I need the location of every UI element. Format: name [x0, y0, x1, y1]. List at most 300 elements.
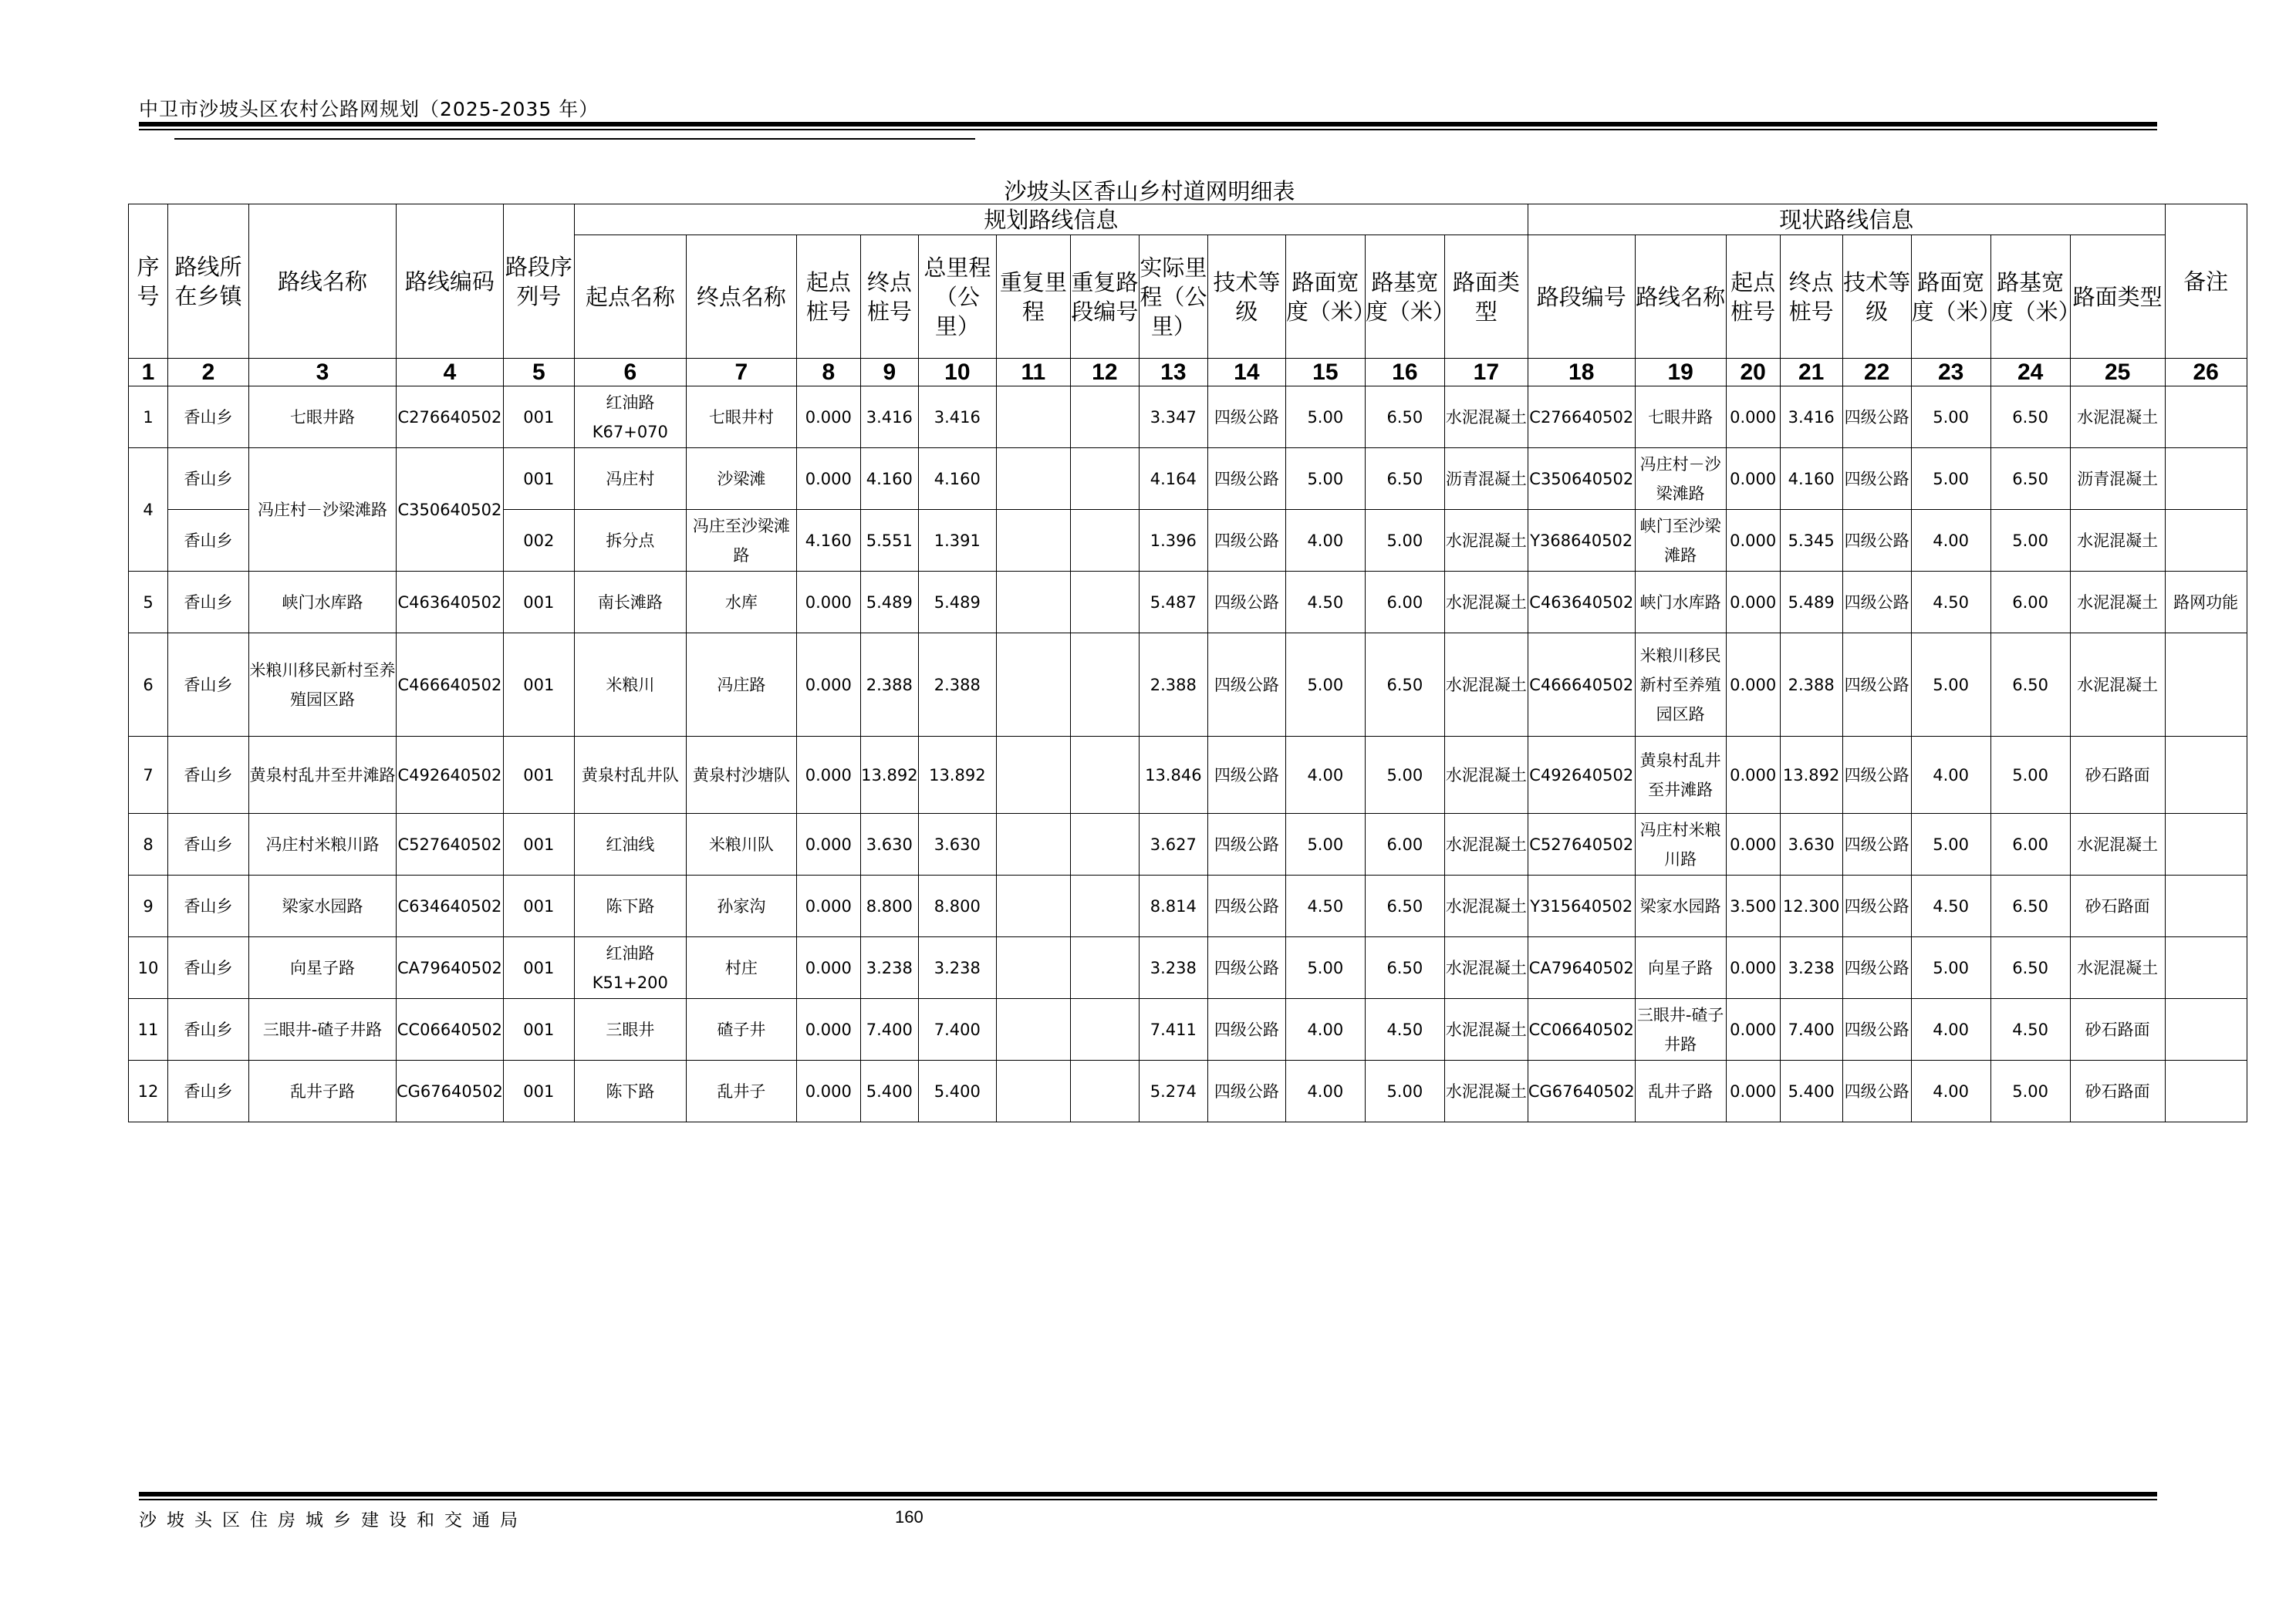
- cell-roadbed-width: 5.00: [1365, 737, 1444, 814]
- cell-current-pavement-width: 5.00: [1911, 814, 1990, 876]
- cell-route-name: 乱井子路: [249, 1061, 397, 1122]
- cell-repeat-code: [1070, 633, 1139, 737]
- cell-end-stake: 3.416: [860, 386, 918, 448]
- cell-total-km: 5.400: [918, 1061, 996, 1122]
- table-row: [129, 937, 2247, 999]
- cell-pavement-type: 水泥混凝土: [1444, 572, 1528, 633]
- cell-town: 香山乡: [168, 999, 249, 1061]
- cell-route-code: C350640502: [397, 448, 504, 572]
- table-row: [129, 876, 2247, 937]
- cell-end-stake: 4.160: [860, 448, 918, 510]
- cell-segment-no: 001: [503, 999, 574, 1061]
- header-rule-thick: [139, 122, 2157, 127]
- cell-end-name: 沙梁滩: [686, 448, 796, 510]
- cell-current-end-stake: 3.630: [1780, 814, 1842, 876]
- cell-pavement-width: 5.00: [1285, 814, 1365, 876]
- cell-repeat-km: [996, 999, 1070, 1061]
- cell-no: 4: [129, 448, 168, 572]
- cell-grade: 四级公路: [1207, 737, 1285, 814]
- col-header-grade: 技术等级: [1207, 235, 1285, 359]
- cell-note: [2165, 633, 2247, 737]
- cell-repeat-code: [1070, 1061, 1139, 1122]
- cell-route-name: 梁家水园路: [249, 876, 397, 937]
- col-number: 19: [1635, 359, 1726, 386]
- cell-actual-km: 5.274: [1139, 1061, 1207, 1122]
- cell-current-route-name: 冯庄村－沙梁滩路: [1635, 448, 1726, 510]
- cell-roadbed-width: 6.50: [1365, 633, 1444, 737]
- cell-current-route-name: 冯庄村米粮川路: [1635, 814, 1726, 876]
- cell-total-km: 5.489: [918, 572, 996, 633]
- cell-current-pavement-width: 4.00: [1911, 510, 1990, 572]
- col-number: 6: [574, 359, 686, 386]
- cell-town: 香山乡: [168, 510, 249, 572]
- cell-pavement-type: 水泥混凝土: [1444, 633, 1528, 737]
- cell-no: 12: [129, 1061, 168, 1122]
- cell-segment-no: 001: [503, 876, 574, 937]
- cell-segment-no: 001: [503, 937, 574, 999]
- cell-route-name: 冯庄村米粮川路: [249, 814, 397, 876]
- col-number: 9: [860, 359, 918, 386]
- cell-repeat-code: [1070, 999, 1139, 1061]
- cell-current-route-name: 米粮川移民新村至养殖园区路: [1635, 633, 1726, 737]
- table-row: [129, 999, 2247, 1061]
- col-header-current-end-stake: 终点桩号: [1780, 235, 1842, 359]
- cell-current-pavement-type: 砂石路面: [2070, 876, 2165, 937]
- cell-route-code: C634640502: [397, 876, 504, 937]
- cell-total-km: 7.400: [918, 999, 996, 1061]
- cell-current-grade: 四级公路: [1842, 999, 1911, 1061]
- cell-end-name: 黄泉村沙塘队: [686, 737, 796, 814]
- cell-actual-km: 8.814: [1139, 876, 1207, 937]
- cell-start-stake: 0.000: [796, 1061, 860, 1122]
- cell-current-segment-code: C276640502: [1528, 386, 1635, 448]
- cell-current-grade: 四级公路: [1842, 448, 1911, 510]
- col-header-current-route-name: 路线名称: [1635, 235, 1726, 359]
- cell-pavement-type: 水泥混凝土: [1444, 876, 1528, 937]
- col-number: 12: [1070, 359, 1139, 386]
- table-row: [129, 814, 2247, 876]
- cell-note: [2165, 876, 2247, 937]
- cell-current-pavement-type: 水泥混凝土: [2070, 510, 2165, 572]
- col-header-segment-no: 路段序列号: [503, 204, 574, 359]
- footer-organization: 沙坡头区住房城乡建设和交通局: [139, 1510, 528, 1530]
- cell-current-route-name: 三眼井-碴子井路: [1635, 999, 1726, 1061]
- page-number: 160: [895, 1507, 923, 1527]
- cell-repeat-code: [1070, 876, 1139, 937]
- cell-current-start-stake: 0.000: [1726, 448, 1780, 510]
- cell-current-route-name: 梁家水园路: [1635, 876, 1726, 937]
- cell-current-end-stake: 3.238: [1780, 937, 1842, 999]
- cell-current-pavement-width: 5.00: [1911, 386, 1990, 448]
- cell-start-name: 三眼井: [574, 999, 686, 1061]
- cell-pavement-type: 水泥混凝土: [1444, 386, 1528, 448]
- cell-no: 9: [129, 876, 168, 937]
- cell-note: [2165, 448, 2247, 510]
- cell-actual-km: 5.487: [1139, 572, 1207, 633]
- cell-total-km: 3.416: [918, 386, 996, 448]
- cell-start-stake: 0.000: [796, 876, 860, 937]
- cell-current-roadbed-width: 6.50: [1990, 386, 2070, 448]
- cell-route-code: C466640502: [397, 633, 504, 737]
- table-row: [129, 737, 2247, 814]
- cell-current-route-name: 峡门至沙梁滩路: [1635, 510, 1726, 572]
- cell-grade: 四级公路: [1207, 1061, 1285, 1122]
- cell-start-name: 陈下路: [574, 1061, 686, 1122]
- cell-current-route-name: 乱井子路: [1635, 1061, 1726, 1122]
- col-number: 21: [1780, 359, 1842, 386]
- col-header-total-km: 总里程（公里）: [918, 235, 996, 359]
- cell-repeat-code: [1070, 572, 1139, 633]
- cell-repeat-km: [996, 633, 1070, 737]
- cell-start-name: 陈下路: [574, 876, 686, 937]
- cell-repeat-code: [1070, 937, 1139, 999]
- cell-current-roadbed-width: 5.00: [1990, 1061, 2070, 1122]
- cell-current-segment-code: C463640502: [1528, 572, 1635, 633]
- cell-current-roadbed-width: 5.00: [1990, 510, 2070, 572]
- cell-note: [2165, 386, 2247, 448]
- col-number: 16: [1365, 359, 1444, 386]
- cell-total-km: 4.160: [918, 448, 996, 510]
- col-header-town: 路线所在乡镇: [168, 204, 249, 359]
- col-header-start-stake: 起点桩号: [796, 235, 860, 359]
- cell-current-pavement-width: 4.00: [1911, 737, 1990, 814]
- cell-actual-km: 13.846: [1139, 737, 1207, 814]
- cell-current-end-stake: 3.416: [1780, 386, 1842, 448]
- cell-current-route-name: 黄泉村乱井至井滩路: [1635, 737, 1726, 814]
- cell-current-pavement-width: 5.00: [1911, 633, 1990, 737]
- col-number: 2: [168, 359, 249, 386]
- col-number: 26: [2165, 359, 2247, 386]
- cell-town: 香山乡: [168, 386, 249, 448]
- group-header-current: 现状路线信息: [1528, 204, 2165, 235]
- cell-end-name: 冯庄至沙梁滩路: [686, 510, 796, 572]
- cell-town: 香山乡: [168, 448, 249, 510]
- cell-grade: 四级公路: [1207, 386, 1285, 448]
- cell-end-name: 冯庄路: [686, 633, 796, 737]
- col-number: 17: [1444, 359, 1528, 386]
- col-header-roadbed-width: 路基宽度（米）: [1365, 235, 1444, 359]
- cell-grade: 四级公路: [1207, 448, 1285, 510]
- cell-start-stake: 0.000: [796, 633, 860, 737]
- cell-current-end-stake: 7.400: [1780, 999, 1842, 1061]
- cell-end-stake: 2.388: [860, 633, 918, 737]
- cell-actual-km: 2.388: [1139, 633, 1207, 737]
- cell-current-pavement-width: 4.00: [1911, 999, 1990, 1061]
- cell-note: [2165, 937, 2247, 999]
- col-header-current-grade: 技术等级: [1842, 235, 1911, 359]
- cell-route-code: C492640502: [397, 737, 504, 814]
- cell-route-code: CG67640502: [397, 1061, 504, 1122]
- header-rule-short: [174, 138, 975, 140]
- cell-segment-no: 001: [503, 814, 574, 876]
- cell-segment-no: 001: [503, 633, 574, 737]
- cell-start-name: 冯庄村: [574, 448, 686, 510]
- cell-current-grade: 四级公路: [1842, 937, 1911, 999]
- cell-current-grade: 四级公路: [1842, 510, 1911, 572]
- col-number: 25: [2070, 359, 2165, 386]
- cell-repeat-km: [996, 448, 1070, 510]
- cell-current-segment-code: C527640502: [1528, 814, 1635, 876]
- col-header-end-stake: 终点桩号: [860, 235, 918, 359]
- cell-pavement-type: 水泥混凝土: [1444, 814, 1528, 876]
- cell-start-name: 拆分点: [574, 510, 686, 572]
- cell-pavement-width: 4.00: [1285, 1061, 1365, 1122]
- cell-pavement-type: 水泥混凝土: [1444, 737, 1528, 814]
- col-header-repeat-code: 重复路段编号: [1070, 235, 1139, 359]
- cell-roadbed-width: 6.00: [1365, 572, 1444, 633]
- cell-repeat-code: [1070, 386, 1139, 448]
- footer-rule-thin: [139, 1499, 2157, 1500]
- cell-current-pavement-type: 砂石路面: [2070, 737, 2165, 814]
- cell-actual-km: 4.164: [1139, 448, 1207, 510]
- cell-current-segment-code: CC06640502: [1528, 999, 1635, 1061]
- col-number: 10: [918, 359, 996, 386]
- cell-route-name: 冯庄村－沙梁滩路: [249, 448, 397, 572]
- col-header-route-code: 路线编码: [397, 204, 504, 359]
- cell-current-start-stake: 0.000: [1726, 737, 1780, 814]
- cell-current-pavement-type: 沥青混凝土: [2070, 448, 2165, 510]
- cell-actual-km: 7.411: [1139, 999, 1207, 1061]
- cell-current-route-name: 向星子路: [1635, 937, 1726, 999]
- col-number: 15: [1285, 359, 1365, 386]
- cell-current-pavement-type: 砂石路面: [2070, 999, 2165, 1061]
- cell-town: 香山乡: [168, 814, 249, 876]
- cell-current-grade: 四级公路: [1842, 1061, 1911, 1122]
- cell-current-start-stake: 0.000: [1726, 386, 1780, 448]
- cell-pavement-type: 水泥混凝土: [1444, 937, 1528, 999]
- cell-end-name: 乱井子: [686, 1061, 796, 1122]
- cell-end-name: 水库: [686, 572, 796, 633]
- col-header-pavement-type: 路面类型: [1444, 235, 1528, 359]
- cell-pavement-width: 4.00: [1285, 510, 1365, 572]
- cell-pavement-width: 5.00: [1285, 386, 1365, 448]
- cell-total-km: 8.800: [918, 876, 996, 937]
- col-header-note: 备注: [2165, 204, 2247, 359]
- cell-end-name: 村庄: [686, 937, 796, 999]
- cell-segment-no: 002: [503, 510, 574, 572]
- col-header-current-roadbed-width: 路基宽度（米）: [1990, 235, 2070, 359]
- table-body: [129, 386, 2247, 1122]
- cell-current-start-stake: 0.000: [1726, 999, 1780, 1061]
- cell-route-name: 米粮川移民新村至养殖园区路: [249, 633, 397, 737]
- cell-repeat-km: [996, 572, 1070, 633]
- col-header-actual-km: 实际里程（公里）: [1139, 235, 1207, 359]
- cell-roadbed-width: 4.50: [1365, 999, 1444, 1061]
- cell-current-pavement-type: 水泥混凝土: [2070, 633, 2165, 737]
- cell-current-roadbed-width: 6.50: [1990, 937, 2070, 999]
- cell-grade: 四级公路: [1207, 572, 1285, 633]
- cell-current-roadbed-width: 4.50: [1990, 999, 2070, 1061]
- cell-actual-km: 3.627: [1139, 814, 1207, 876]
- table-title: 沙坡头区香山乡村道网明细表: [1004, 178, 1295, 204]
- cell-no: 1: [129, 386, 168, 448]
- col-header-route-name: 路线名称: [249, 204, 397, 359]
- cell-current-grade: 四级公路: [1842, 572, 1911, 633]
- cell-current-segment-code: C492640502: [1528, 737, 1635, 814]
- header-rule-thin: [139, 129, 2157, 130]
- cell-note: [2165, 1061, 2247, 1122]
- cell-current-route-name: 七眼井路: [1635, 386, 1726, 448]
- cell-repeat-code: [1070, 510, 1139, 572]
- cell-repeat-km: [996, 876, 1070, 937]
- cell-current-pavement-type: 水泥混凝土: [2070, 814, 2165, 876]
- cell-pavement-width: 4.00: [1285, 737, 1365, 814]
- cell-total-km: 3.238: [918, 937, 996, 999]
- cell-route-name: 黄泉村乱井至井滩路: [249, 737, 397, 814]
- cell-start-stake: 0.000: [796, 737, 860, 814]
- cell-start-name: 红油路K51+200: [574, 937, 686, 999]
- cell-pavement-type: 水泥混凝土: [1444, 510, 1528, 572]
- cell-note: [2165, 737, 2247, 814]
- cell-no: 7: [129, 737, 168, 814]
- cell-current-end-stake: 13.892: [1780, 737, 1842, 814]
- cell-repeat-code: [1070, 814, 1139, 876]
- cell-town: 香山乡: [168, 937, 249, 999]
- col-header-pavement-width: 路面宽度（米）: [1285, 235, 1365, 359]
- cell-current-roadbed-width: 6.50: [1990, 448, 2070, 510]
- cell-start-stake: 4.160: [796, 510, 860, 572]
- cell-current-segment-code: C350640502: [1528, 448, 1635, 510]
- cell-total-km: 2.388: [918, 633, 996, 737]
- cell-roadbed-width: 6.50: [1365, 448, 1444, 510]
- cell-pavement-width: 4.50: [1285, 572, 1365, 633]
- cell-total-km: 1.391: [918, 510, 996, 572]
- cell-start-name: 红油线: [574, 814, 686, 876]
- cell-start-name: 红油路K67+070: [574, 386, 686, 448]
- cell-town: 香山乡: [168, 737, 249, 814]
- cell-current-segment-code: CA79640502: [1528, 937, 1635, 999]
- cell-segment-no: 001: [503, 1061, 574, 1122]
- cell-pavement-width: 4.00: [1285, 999, 1365, 1061]
- cell-current-segment-code: Y315640502: [1528, 876, 1635, 937]
- cell-route-code: CC06640502: [397, 999, 504, 1061]
- cell-current-pavement-width: 5.00: [1911, 937, 1990, 999]
- cell-current-pavement-type: 水泥混凝土: [2070, 937, 2165, 999]
- cell-pavement-type: 水泥混凝土: [1444, 999, 1528, 1061]
- cell-start-stake: 0.000: [796, 999, 860, 1061]
- cell-current-roadbed-width: 6.00: [1990, 572, 2070, 633]
- cell-repeat-km: [996, 937, 1070, 999]
- cell-current-end-stake: 5.345: [1780, 510, 1842, 572]
- cell-current-segment-code: C466640502: [1528, 633, 1635, 737]
- cell-roadbed-width: 6.00: [1365, 814, 1444, 876]
- cell-note: [2165, 814, 2247, 876]
- cell-current-pavement-type: 水泥混凝土: [2070, 386, 2165, 448]
- cell-roadbed-width: 6.50: [1365, 876, 1444, 937]
- cell-no: 5: [129, 572, 168, 633]
- cell-route-name: 七眼井路: [249, 386, 397, 448]
- cell-pavement-width: 5.00: [1285, 633, 1365, 737]
- cell-end-name: 碴子井: [686, 999, 796, 1061]
- cell-start-stake: 0.000: [796, 448, 860, 510]
- cell-route-name: 三眼井-碴子井路: [249, 999, 397, 1061]
- cell-end-stake: 8.800: [860, 876, 918, 937]
- cell-current-roadbed-width: 6.00: [1990, 814, 2070, 876]
- cell-grade: 四级公路: [1207, 937, 1285, 999]
- col-number: 18: [1528, 359, 1635, 386]
- cell-current-end-stake: 12.300: [1780, 876, 1842, 937]
- cell-grade: 四级公路: [1207, 876, 1285, 937]
- cell-no: 10: [129, 937, 168, 999]
- cell-end-stake: 3.238: [860, 937, 918, 999]
- cell-roadbed-width: 6.50: [1365, 386, 1444, 448]
- cell-repeat-km: [996, 386, 1070, 448]
- cell-actual-km: 1.396: [1139, 510, 1207, 572]
- cell-end-name: 孙家沟: [686, 876, 796, 937]
- cell-current-grade: 四级公路: [1842, 633, 1911, 737]
- cell-roadbed-width: 5.00: [1365, 510, 1444, 572]
- cell-segment-no: 001: [503, 386, 574, 448]
- cell-current-start-stake: 0.000: [1726, 937, 1780, 999]
- cell-no: 8: [129, 814, 168, 876]
- cell-current-pavement-width: 4.50: [1911, 876, 1990, 937]
- cell-current-start-stake: 3.500: [1726, 876, 1780, 937]
- col-header-repeat-km: 重复里程: [996, 235, 1070, 359]
- cell-current-start-stake: 0.000: [1726, 1061, 1780, 1122]
- col-number: 8: [796, 359, 860, 386]
- cell-current-end-stake: 4.160: [1780, 448, 1842, 510]
- table-row: [129, 572, 2247, 633]
- cell-current-end-stake: 2.388: [1780, 633, 1842, 737]
- col-number: 22: [1842, 359, 1911, 386]
- cell-current-roadbed-width: 6.50: [1990, 633, 2070, 737]
- cell-grade: 四级公路: [1207, 633, 1285, 737]
- col-header-current-pavement-type: 路面类型: [2070, 235, 2165, 359]
- cell-current-start-stake: 0.000: [1726, 572, 1780, 633]
- cell-start-stake: 0.000: [796, 814, 860, 876]
- cell-current-roadbed-width: 5.00: [1990, 737, 2070, 814]
- cell-town: 香山乡: [168, 876, 249, 937]
- cell-town: 香山乡: [168, 572, 249, 633]
- document-header: 中卫市沙坡头区农村公路网规划（2025-2035 年）: [139, 98, 599, 120]
- cell-route-code: C527640502: [397, 814, 504, 876]
- col-number: 23: [1911, 359, 1990, 386]
- cell-current-roadbed-width: 6.50: [1990, 876, 2070, 937]
- cell-town: 香山乡: [168, 1061, 249, 1122]
- col-header-start-name: 起点名称: [574, 235, 686, 359]
- cell-actual-km: 3.238: [1139, 937, 1207, 999]
- col-header-current-segment-code: 路段编号: [1528, 235, 1635, 359]
- cell-current-grade: 四级公路: [1842, 737, 1911, 814]
- cell-end-stake: 5.551: [860, 510, 918, 572]
- cell-current-end-stake: 5.400: [1780, 1061, 1842, 1122]
- cell-start-name: 南长滩路: [574, 572, 686, 633]
- cell-repeat-km: [996, 510, 1070, 572]
- cell-roadbed-width: 5.00: [1365, 1061, 1444, 1122]
- cell-current-pavement-width: 4.00: [1911, 1061, 1990, 1122]
- cell-current-route-name: 峡门水库路: [1635, 572, 1726, 633]
- cell-start-name: 米粮川: [574, 633, 686, 737]
- cell-current-start-stake: 0.000: [1726, 633, 1780, 737]
- cell-pavement-type: 水泥混凝土: [1444, 1061, 1528, 1122]
- cell-end-stake: 13.892: [860, 737, 918, 814]
- cell-route-name: 峡门水库路: [249, 572, 397, 633]
- cell-repeat-code: [1070, 448, 1139, 510]
- cell-no: 11: [129, 999, 168, 1061]
- col-number: 1: [129, 359, 168, 386]
- cell-repeat-km: [996, 814, 1070, 876]
- cell-end-stake: 5.489: [860, 572, 918, 633]
- cell-grade: 四级公路: [1207, 814, 1285, 876]
- cell-town: 香山乡: [168, 633, 249, 737]
- col-header-end-name: 终点名称: [686, 235, 796, 359]
- cell-repeat-km: [996, 1061, 1070, 1122]
- cell-current-pavement-type: 水泥混凝土: [2070, 572, 2165, 633]
- group-header-planned: 规划路线信息: [574, 204, 1528, 235]
- cell-route-code: CA79640502: [397, 937, 504, 999]
- cell-current-segment-code: CG67640502: [1528, 1061, 1635, 1122]
- cell-current-grade: 四级公路: [1842, 814, 1911, 876]
